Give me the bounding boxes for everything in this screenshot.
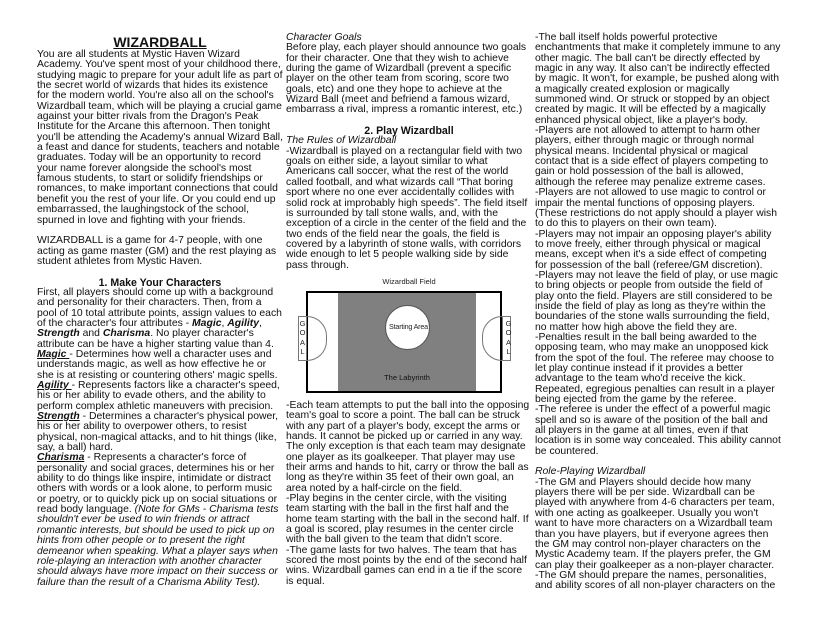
attr-agility: Agility (227, 317, 260, 329)
column-1 (37, 35, 283, 588)
column-3 (535, 33, 781, 592)
field-outline (306, 291, 502, 393)
charisma-definition (37, 453, 283, 587)
charisma-gm-note: (Note for GMs - Charisma tests shouldn't ever be used to win friends or attract romantic interests, but should be used to pick up on hints from other people or to present the right demeanor when speaking. What a player says when role-playing an interaction with another character should always have more impact on their success or failure than the result of a Charisma Ability Test). (37, 504, 279, 588)
rule-penalties: -Penalties result in the ball being awarded to the opposing team, who may make an unopposed kick from the spot of the foul. The referee may choose to let play continue instead if it provides a better advantage to the team who'd receive the kick. Repeated, egregious penalties can result in a player being ejected from the game by the referee. (535, 331, 775, 406)
field-diagram (286, 273, 532, 399)
agility-term: Agility (37, 380, 72, 391)
rule-halves: -The game lasts for two halves. The team that has scored the most points by the end of the second half wins. Wizardball games can end in a tie if the score is equal. (286, 544, 527, 587)
rule-field: -Wizardball is played on a rectangular field with two goals on either side, a layout similar to what Americans call soccer, what the rest of the world called football, and what wizards call “That boring sport where no one ever accidentally collides with solid rock at improbably high speeds”. The field itself is surrounded by tall stone walls, and, with the exception of a circle in the center of the field and the two ends of the field near the goals, the field is covered by a labyrinth of stone walls, with corridors wide enough to let 5 people walking side by side pass through. (286, 145, 528, 271)
charisma-def-text: - Represents a character's force of personality and social graces, determines his or her ability to do things like inspire, intimidate or distract others with words or a look alone, to perform music or poetry, or to quickly pick up on social situations or read body language. (37, 452, 278, 516)
rule-referee: -The referee is under the effect of a powerful magic spell and so is aware of the position of the ball and all players in the game at all times, even if that location is in some way concealed. This ability cannot be countered. (535, 404, 781, 457)
attr-charisma: Charisma (102, 328, 151, 340)
starting-area-label: Starting Area (389, 321, 428, 331)
attributes-paragraph (37, 288, 283, 350)
subheading-role-playing: Role-Playing Wizardball (535, 466, 646, 478)
rule-movement: -Players may not impair an opposing player's ability to move freely, either through physical or magical means, except when it's a side effect of competing for possession of the ball (referee/GM discretion). (535, 228, 772, 271)
rule-scoring: -Each team attempts to put the ball into the opposing team's goal to score a point. The ball can be struck with any part of a player's body, except the arms or hands. It cannot be picked up or carried in any way. The only exception is that each team may designate one player as its goalkeeper. That player may use their arms and hands to hit, carry or throw the ball as long as they're within 35 feet of their own goal, an area noted by a half-circle on the field. (286, 399, 530, 494)
agility-definition (37, 381, 283, 412)
rule-leave-field: -Players may not leave the field of play, or use magic to bring objects or people from outside the field of play onto the field. Players are still considered to be inside the field of play as long as they're within the boundaries of the stone walls surrounding the field, no matter how high above the field they are. (535, 269, 778, 333)
subheading-character-goals: Character Goals (286, 32, 362, 43)
field-diagram-title: Wizardball Field (382, 276, 436, 286)
rule-ball: -The ball itself holds powerful protective enchantments that make it completely immune to any other magic. The ball can't be directly effected by magic in any way. It also can't be indirectly effected by magic. It won't, for example, be pushed along with a magically created explosion or magically summoned wind. Or struck or stopped by an object created by magic. It will be effected by a magically enhanced physical object, like a player's body. (535, 32, 781, 126)
starting-area-circle (385, 305, 430, 350)
intro-paragraph: You are all students at Mystic Haven Wizard Academy. You've spent most of your childhood there, studying magic to prepare for your adult life as part of the secret world of wizards that hides its existence for the modern world. You're also all on the school's Wizardball team, which will be playing a crucial game against your bitter rivals from the Dragon's Peak Institute for the Arcane this afternoon. Then tonight you'll be attending the Academy's annual Wizard Ball, a feast and dance for students, teachers and notable graduates. Today will be an opportunity to record your name forever alongside the school's most famous students, to start or solidify friendships or romances, to make important connections that could benefit you the rest of your life. Or you could end up embarrassed, the laughingstock of the school, spurned in love and fighting with your friends. (37, 49, 283, 226)
attributes-limit-text: . No player character's attribute can be have a higher starting value than 4. (37, 328, 274, 350)
section-heading-play: 2. Play Wizardball (364, 125, 454, 138)
magic-term: Magic (37, 348, 70, 360)
roleplaying-paragraph-1: -The GM and Players should decide how many players there will be per side. Wizardball can be played with anywhere from 4-6 characters per team, with one acting as goalkeeper. Usually you won't want to have more characters on a Wizardball team than you have players, but if everyone agrees then the GM may control non-player characters on the Mystic Academy team. If the players prefer, the GM can play their goalkeeper as a non-player character. (535, 476, 775, 571)
left-goal-label: G O A L (299, 318, 306, 357)
roleplaying-paragraph-2: -The GM should prepare the names, personalities, and ability scores of all non-player characters on the (535, 569, 776, 592)
strength-def-text: - Determines a character's physical power, his or her ability to overpower others, to resist physical, non-magical attacks, and to hit things (like, say, a ball) hard. (37, 411, 279, 454)
labyrinth-label: The Labyrinth (384, 372, 430, 382)
strength-definition (37, 412, 283, 453)
rule-mental: -Players are not allowed to use magic to control or impair the mental functions of opposing players. (These restrictions do not apply should a player wish to do this to players on their own team). (535, 187, 777, 230)
right-goal-label: G O A L (505, 318, 512, 357)
attributes-intro-text: First, all players should come up with a background and personality for their characters. Then, from a pool of 10 total attribute points, assign values to each of the character's four attributes - (37, 286, 282, 329)
section-heading-make-characters: 1. Make Your Characters (98, 276, 222, 289)
separator: , (259, 317, 262, 329)
charisma-term: Charisma (37, 452, 85, 464)
separator: and (79, 328, 103, 340)
column-2 (286, 33, 532, 587)
character-goals-paragraph: Before play, each player should announce two goals for their character. One that they wish to achieve during the game of Wizardball (prevent a specific player on the other team from scoring, score two goals, etc) and one they hope to achieve at the Wizard Ball (meet and befriend a famous wizard, embarrass a rival, impress a romantic interest, etc.) (286, 42, 527, 116)
document-title: WIZARDBALL (113, 34, 207, 50)
agility-def-text: - Represents factors like a character's speed, his or her ability to evade others, and the ability to perform complex athletic maneuvers with precision. (37, 380, 280, 412)
magic-definition (37, 350, 283, 381)
attr-magic: Magic (192, 317, 222, 329)
labyrinth-area (338, 293, 476, 391)
rule-harm: -Players are not allowed to attempt to harm other players, either through magic or through normal physical means. Incidental physical or magical contact that is a side effect of players competing to gain or hold possession of the ball is allowed, although the referee may penalize extreme cases. (535, 125, 769, 188)
attr-strength: Strength (37, 328, 80, 340)
rule-start: -Play begins in the center circle, with the visiting team starting with the ball in the first half and the home team starting with the ball in the second half. If a goal is scored, play resumes in the center circle with the ball given to the team that didn't score. (286, 493, 529, 546)
strength-term: Strength (37, 411, 80, 423)
magic-def-text: - Determines how well a character uses and understands magic, as well as how effective he or she is at resisting or countering others' magic spells. (37, 348, 278, 381)
separator: , (221, 317, 228, 329)
subheading-rules: The Rules of Wizardball (286, 135, 397, 147)
players-paragraph: WIZARDBALL is a game for 4-7 people, with one acting as game master (GM) and the rest playing as student athletes from Mystic Haven. (37, 235, 277, 267)
